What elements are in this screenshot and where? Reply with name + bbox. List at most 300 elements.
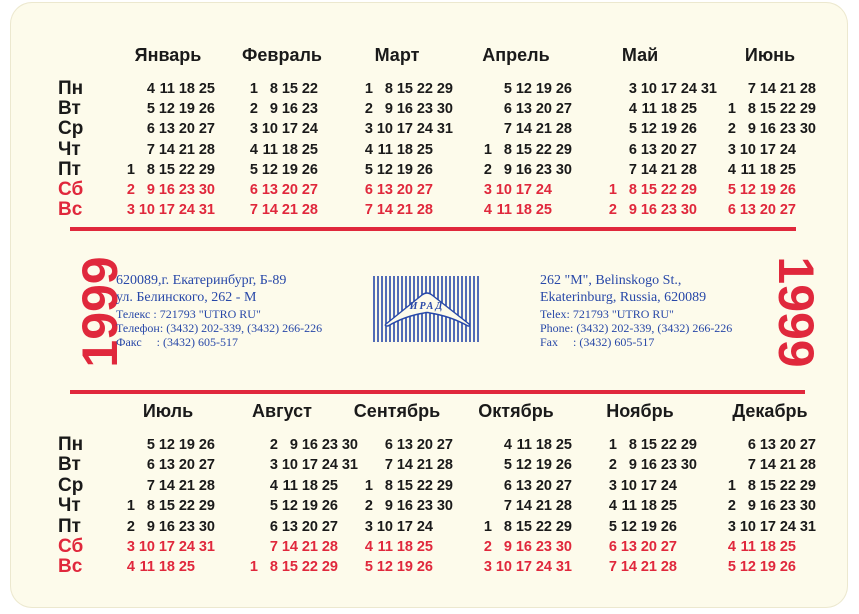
calendar-day: 26 <box>416 559 433 576</box>
calendar-day: 26 <box>779 182 796 198</box>
calendar-day: 26 <box>301 161 318 178</box>
calendar-day: 10 <box>261 121 278 138</box>
calendar-day: 19 <box>178 101 195 118</box>
calendar-day: 6 <box>269 518 278 535</box>
calendar-day: 20 <box>178 457 195 474</box>
calendar-day: 4 <box>608 498 617 515</box>
calendar-day: 19 <box>301 498 318 515</box>
calendar-day: 8 <box>628 437 637 453</box>
calendar-day: 27 <box>436 437 453 453</box>
address-ru-line2: ул. Белинского, 262 - М <box>116 290 257 305</box>
calendar-day: 8 <box>503 518 512 535</box>
calendar-day: 1 <box>126 498 135 515</box>
calendar-day: 21 <box>535 121 552 138</box>
calendar-day: 8 <box>384 477 393 494</box>
calendar-day: 16 <box>515 539 532 555</box>
calendar-day: 14 <box>515 121 532 138</box>
calendar-day: 13 <box>158 121 175 138</box>
calendar-day: 23 <box>779 498 796 515</box>
calendar-day: 15 <box>158 498 175 515</box>
calendar-day: 25 <box>198 81 215 97</box>
calendar-day: 20 <box>396 182 413 198</box>
day-label-bottom-6: Сб <box>58 536 84 557</box>
calendar-day: 15 <box>158 161 175 178</box>
calendar-day: 2 <box>126 182 135 198</box>
calendar-day: 11 <box>282 477 298 494</box>
calendar-day: 21 <box>281 202 298 219</box>
calendar-day: 23 <box>535 161 552 178</box>
calendar-day: 24 <box>416 518 433 535</box>
calendar-day: 1 <box>727 101 736 118</box>
calendar-day: 9 <box>384 101 393 118</box>
calendar-day: 5 <box>503 457 512 474</box>
address-ru-phone: Телефон: (3432) 202-339, (3432) 266-226 <box>116 321 323 335</box>
calendar-day: 13 <box>396 437 413 453</box>
calendar-day: 11 <box>516 437 532 453</box>
calendar-day: 11 <box>139 559 155 576</box>
calendar-day: 6 <box>608 539 617 555</box>
calendar-day: 23 <box>321 437 338 453</box>
calendar-day: 20 <box>759 202 776 219</box>
calendar-day: 2 <box>364 498 373 515</box>
calendar-day: 20 <box>178 121 195 138</box>
calendar-day: 29 <box>799 477 816 494</box>
calendar-day: 17 <box>158 539 175 555</box>
calendar-day: 24 <box>416 121 433 138</box>
year-left: 1999 <box>72 256 128 368</box>
calendar-day: 7 <box>146 141 155 158</box>
calendar-day: 17 <box>281 121 298 138</box>
address-ru-line1: 620089,г. Екатеринбург, Б-89 <box>116 273 287 288</box>
calendar-day: 7 <box>747 457 756 474</box>
calendar-day: 7 <box>364 202 373 219</box>
calendar-day: 6 <box>503 101 512 118</box>
calendar-day: 30 <box>436 101 453 118</box>
calendar-day: 11 <box>377 141 393 158</box>
calendar-day: 4 <box>249 141 258 158</box>
calendar-day: 23 <box>178 182 195 198</box>
calendar-day: 21 <box>660 161 677 178</box>
calendar-day: 15 <box>640 437 657 453</box>
calendar-day: 31 <box>436 121 453 138</box>
calendar-day: 26 <box>555 81 572 97</box>
calendar-day: 21 <box>640 559 657 576</box>
calendar-day: 7 <box>608 559 617 576</box>
calendar-day: 22 <box>535 518 552 535</box>
calendar-day: 11 <box>740 161 756 178</box>
calendar-day: 29 <box>680 437 697 453</box>
calendar-day: 23 <box>301 101 318 118</box>
day-label-top-1: Пн <box>58 78 84 99</box>
calendar-day: 21 <box>301 539 318 555</box>
calendar-day: 27 <box>555 477 572 494</box>
calendar-day: 19 <box>640 518 657 535</box>
calendar-day: 9 <box>146 182 155 198</box>
calendar-day: 9 <box>628 457 637 474</box>
calendar-day: 31 <box>341 457 358 474</box>
day-label-bottom-5: Пт <box>58 515 81 537</box>
calendar-day: 7 <box>269 539 278 555</box>
calendar-day: 31 <box>198 539 215 555</box>
calendar-day: 3 <box>364 518 373 535</box>
calendar-day: 18 <box>301 477 318 494</box>
address-english <box>540 272 732 349</box>
calendar-day: 6 <box>747 437 756 453</box>
calendar-day: 24 <box>680 81 697 97</box>
calendar-day: 10 <box>376 518 393 535</box>
calendar-day: 1 <box>727 477 736 494</box>
calendar-day: 8 <box>269 81 278 97</box>
calendar-day: 31 <box>198 202 215 219</box>
calendar-day: 30 <box>198 518 215 535</box>
calendar-day: 6 <box>727 202 736 219</box>
calendar-day: 16 <box>301 437 318 453</box>
calendar-day: 22 <box>416 81 433 97</box>
calendar-day: 12 <box>515 457 532 474</box>
calendar-day: 8 <box>146 161 155 178</box>
calendar-day: 27 <box>555 101 572 118</box>
calendar-day: 6 <box>384 437 393 453</box>
calendar-day: 26 <box>321 498 338 515</box>
calendar-day: 15 <box>396 81 413 97</box>
calendar-day: 4 <box>503 437 512 453</box>
month-name: Январь <box>134 45 202 65</box>
day-label-bottom-1: Пн <box>58 434 84 455</box>
calendar-day: 25 <box>416 141 433 158</box>
divider-bottom <box>70 390 805 394</box>
calendar-day: 4 <box>269 477 278 494</box>
calendar-day: 7 <box>146 477 155 494</box>
calendar-day: 28 <box>660 559 677 576</box>
calendar-day: 25 <box>535 202 552 219</box>
calendar-day: 18 <box>396 539 413 555</box>
calendar-day: 9 <box>628 202 637 219</box>
month-name: Ноябрь <box>606 401 674 421</box>
calendar-day: 18 <box>640 498 657 515</box>
calendar-day: 1 <box>126 161 135 178</box>
calendar-day: 12 <box>158 101 175 118</box>
calendar-day: 5 <box>364 559 373 576</box>
calendar-day: 12 <box>739 182 756 198</box>
calendar-day: 5 <box>269 498 278 515</box>
calendar-day: 16 <box>158 518 175 535</box>
month-name: Март <box>374 45 420 65</box>
calendar-day: 16 <box>640 457 657 474</box>
calendar-day: 14 <box>759 81 776 97</box>
calendar-day: 1 <box>608 437 617 453</box>
calendar-day: 17 <box>515 559 532 576</box>
calendar-day: 14 <box>376 202 393 219</box>
calendar-day: 11 <box>496 202 512 219</box>
calendar-day: 6 <box>249 182 258 198</box>
calendar-day: 14 <box>640 161 657 178</box>
calendar-day: 10 <box>138 539 155 555</box>
calendar-day: 18 <box>158 559 175 576</box>
calendar-day: 5 <box>146 437 155 453</box>
calendar-day: 18 <box>759 161 776 178</box>
calendar-day: 18 <box>535 437 552 453</box>
address-en-phone: Phone: (3432) 202-339, (3432) 266-226 <box>540 321 733 335</box>
logo-text: ИРАД <box>409 301 445 312</box>
calendar-day: 4 <box>146 81 155 97</box>
calendar-day: 1 <box>249 559 258 576</box>
calendar-day: 29 <box>198 161 215 178</box>
calendar-day: 18 <box>759 539 776 555</box>
calendar-day: 14 <box>396 457 413 474</box>
calendar-day: 22 <box>416 477 433 494</box>
calendar-day: 19 <box>535 81 552 97</box>
calendar-day: 16 <box>158 182 175 198</box>
calendar-day: 14 <box>759 457 776 474</box>
calendar-day: 1 <box>483 518 492 535</box>
calendar-day: 27 <box>198 121 215 138</box>
calendar-day: 22 <box>301 81 318 97</box>
calendar-day: 24 <box>535 559 552 576</box>
day-label-bottom-4: Чт <box>58 495 81 517</box>
calendar-day: 14 <box>158 477 175 494</box>
calendar-day: 8 <box>628 182 637 198</box>
calendar-day: 3 <box>608 477 617 494</box>
calendar-day: 5 <box>146 101 155 118</box>
day-label-top-7: Вс <box>58 199 83 221</box>
calendar-day: 27 <box>660 539 677 555</box>
calendar-day: 17 <box>158 202 175 219</box>
calendar-day: 23 <box>660 202 677 219</box>
calendar-day: 23 <box>416 498 433 515</box>
calendar-day: 31 <box>799 518 816 535</box>
calendar-day: 8 <box>503 141 512 158</box>
calendar-day: 29 <box>680 182 697 198</box>
calendar-day: 29 <box>555 141 572 158</box>
calendar-day: 19 <box>396 559 413 576</box>
calendar-day: 3 <box>483 559 492 576</box>
calendar-day: 23 <box>779 121 796 138</box>
calendar-day: 19 <box>281 161 298 178</box>
calendar-day: 5 <box>608 518 617 535</box>
calendar-day: 31 <box>700 81 717 97</box>
calendar-day: 25 <box>555 437 572 453</box>
calendar-day: 2 <box>364 101 373 118</box>
calendar-day: 17 <box>396 121 413 138</box>
calendar-day: 20 <box>416 437 433 453</box>
calendar-day: 3 <box>727 141 736 158</box>
calendar-day: 30 <box>198 182 215 198</box>
calendar-day: 2 <box>269 437 278 453</box>
calendar-day: 22 <box>535 141 552 158</box>
calendar-day: 7 <box>384 457 393 474</box>
calendar-day: 10 <box>739 141 756 158</box>
calendar-day: 24 <box>660 477 677 494</box>
calendar-day: 7 <box>628 161 637 178</box>
calendar-day: 28 <box>416 202 433 219</box>
calendar-day: 5 <box>727 182 736 198</box>
calendar-day: 19 <box>660 121 677 138</box>
calendar-day: 30 <box>341 437 358 453</box>
calendar-day: 12 <box>281 498 298 515</box>
calendar-day: 13 <box>158 457 175 474</box>
calendar-day: 24 <box>779 141 796 158</box>
calendar-day: 13 <box>739 202 756 219</box>
calendar-day: 7 <box>503 121 512 138</box>
calendar-day: 15 <box>515 141 532 158</box>
calendar-day: 5 <box>727 559 736 576</box>
calendar-day: 10 <box>495 559 512 576</box>
calendar-day: 10 <box>620 477 637 494</box>
calendar-day: 28 <box>680 161 697 178</box>
calendar-day: 13 <box>759 437 776 453</box>
calendar-day: 2 <box>608 202 617 219</box>
month-name: Февраль <box>242 45 322 65</box>
calendar-day: 16 <box>640 202 657 219</box>
calendar-day: 25 <box>779 161 796 178</box>
calendar-day: 17 <box>660 81 677 97</box>
calendar-day: 30 <box>555 539 572 555</box>
calendar-day: 21 <box>178 477 195 494</box>
calendar-day: 3 <box>727 518 736 535</box>
calendar-day: 18 <box>281 141 298 158</box>
calendar-day: 20 <box>535 101 552 118</box>
calendar-day: 15 <box>281 81 298 97</box>
calendar-day: 5 <box>503 81 512 97</box>
calendar-day: 16 <box>396 101 413 118</box>
calendar-day: 5 <box>249 161 258 178</box>
calendar-day: 21 <box>178 141 195 158</box>
calendar-day: 26 <box>198 437 215 453</box>
calendar-day: 12 <box>620 518 637 535</box>
calendar-day: 23 <box>535 539 552 555</box>
day-label-top-3: Ср <box>58 118 84 140</box>
calendar-day: 15 <box>759 101 776 118</box>
day-label-top-4: Чт <box>58 138 81 160</box>
calendar-day: 28 <box>301 202 318 219</box>
calendar-day: 2 <box>249 101 258 118</box>
calendar-day: 29 <box>555 518 572 535</box>
day-label-bottom-2: Вт <box>58 454 81 476</box>
calendar-day: 30 <box>680 457 697 474</box>
calendar-day: 17 <box>759 518 776 535</box>
calendar-day: 11 <box>377 539 393 555</box>
calendar-day: 27 <box>680 141 697 158</box>
calendar-day: 30 <box>799 121 816 138</box>
calendar-day: 28 <box>436 457 453 474</box>
address-en-line1: 262 "M", Belinskogo St., <box>540 273 682 288</box>
calendar-day: 1 <box>249 81 258 97</box>
calendar-day: 1 <box>608 182 617 198</box>
calendar-day: 23 <box>178 518 195 535</box>
calendar-day: 2 <box>727 121 736 138</box>
calendar-day: 26 <box>198 101 215 118</box>
calendar-day: 9 <box>146 518 155 535</box>
calendar-day: 9 <box>747 498 756 515</box>
calendar-day: 9 <box>289 437 298 453</box>
calendar-day: 13 <box>620 539 637 555</box>
calendar-day: 8 <box>747 477 756 494</box>
calendar-day: 10 <box>640 81 657 97</box>
calendar-day: 27 <box>321 518 338 535</box>
calendar-day: 26 <box>660 518 677 535</box>
calendar-day: 4 <box>727 539 736 555</box>
calendar-day: 2 <box>483 539 492 555</box>
calendar-day: 20 <box>301 518 318 535</box>
calendar-day: 9 <box>503 539 512 555</box>
calendar-day: 6 <box>146 121 155 138</box>
calendar-day: 7 <box>249 202 258 219</box>
calendar-day: 4 <box>126 559 135 576</box>
calendar-day: 19 <box>759 182 776 198</box>
calendar-day: 7 <box>747 81 756 97</box>
calendar-day: 29 <box>321 559 338 576</box>
calendar-day: 13 <box>515 101 532 118</box>
calendar-day: 25 <box>660 498 677 515</box>
calendar-day: 16 <box>515 161 532 178</box>
calendar-day: 15 <box>396 477 413 494</box>
address-ru-telex: Телекс : 721793 "UTRO RU" <box>116 307 261 321</box>
address-en-fax: Fax : (3432) 605-517 <box>540 335 655 349</box>
calendar-day: 29 <box>198 498 215 515</box>
calendar-day: 12 <box>376 161 393 178</box>
calendar-day: 1 <box>364 81 373 97</box>
calendar-day: 24 <box>779 518 796 535</box>
calendar-day: 25 <box>416 539 433 555</box>
calendar-day: 25 <box>178 559 195 576</box>
calendar-day: 11 <box>262 141 278 158</box>
day-label-top-6: Сб <box>58 179 84 200</box>
month-name: Апрель <box>482 45 550 65</box>
address-en-telex: Telex: 721793 "UTRO RU" <box>540 307 674 321</box>
calendar-day: 30 <box>799 498 816 515</box>
calendar-day: 12 <box>640 121 657 138</box>
calendar-day: 24 <box>178 539 195 555</box>
calendar-day: 16 <box>759 498 776 515</box>
calendar-day: 19 <box>535 457 552 474</box>
calendar-day: 12 <box>261 161 278 178</box>
calendar-day: 20 <box>281 182 298 198</box>
calendar-day: 18 <box>178 81 195 97</box>
calendar-day: 23 <box>660 457 677 474</box>
calendar-day: 21 <box>779 81 796 97</box>
calendar-day: 10 <box>376 121 393 138</box>
irad-logo <box>372 276 482 342</box>
calendar-day: 5 <box>364 161 373 178</box>
calendar-day: 2 <box>727 498 736 515</box>
calendar-day: 14 <box>158 141 175 158</box>
month-name: Июнь <box>744 45 796 65</box>
address-russian <box>116 272 322 349</box>
calendar-day: 14 <box>281 539 298 555</box>
calendar-day: 22 <box>779 101 796 118</box>
calendar-day: 29 <box>799 101 816 118</box>
calendar-day: 16 <box>759 121 776 138</box>
calendar-day: 28 <box>799 457 816 474</box>
calendar-day: 11 <box>641 101 657 118</box>
calendar-day: 22 <box>779 477 796 494</box>
address-ru-fax: Факс : (3432) 605-517 <box>116 335 238 349</box>
day-label-bottom-3: Ср <box>58 474 84 496</box>
calendar-day: 16 <box>396 498 413 515</box>
calendar-day: 15 <box>515 518 532 535</box>
calendar-day: 27 <box>416 182 433 198</box>
calendar-day: 24 <box>535 182 552 198</box>
calendar-day: 26 <box>779 559 796 576</box>
calendar-day: 9 <box>384 498 393 515</box>
calendar-day: 17 <box>640 477 657 494</box>
calendar-day: 27 <box>799 437 816 453</box>
calendar-day: 22 <box>660 437 677 453</box>
calendar-day: 31 <box>555 559 572 576</box>
calendar-day: 30 <box>555 161 572 178</box>
calendar-day: 17 <box>515 182 532 198</box>
calendar-day: 9 <box>269 101 278 118</box>
